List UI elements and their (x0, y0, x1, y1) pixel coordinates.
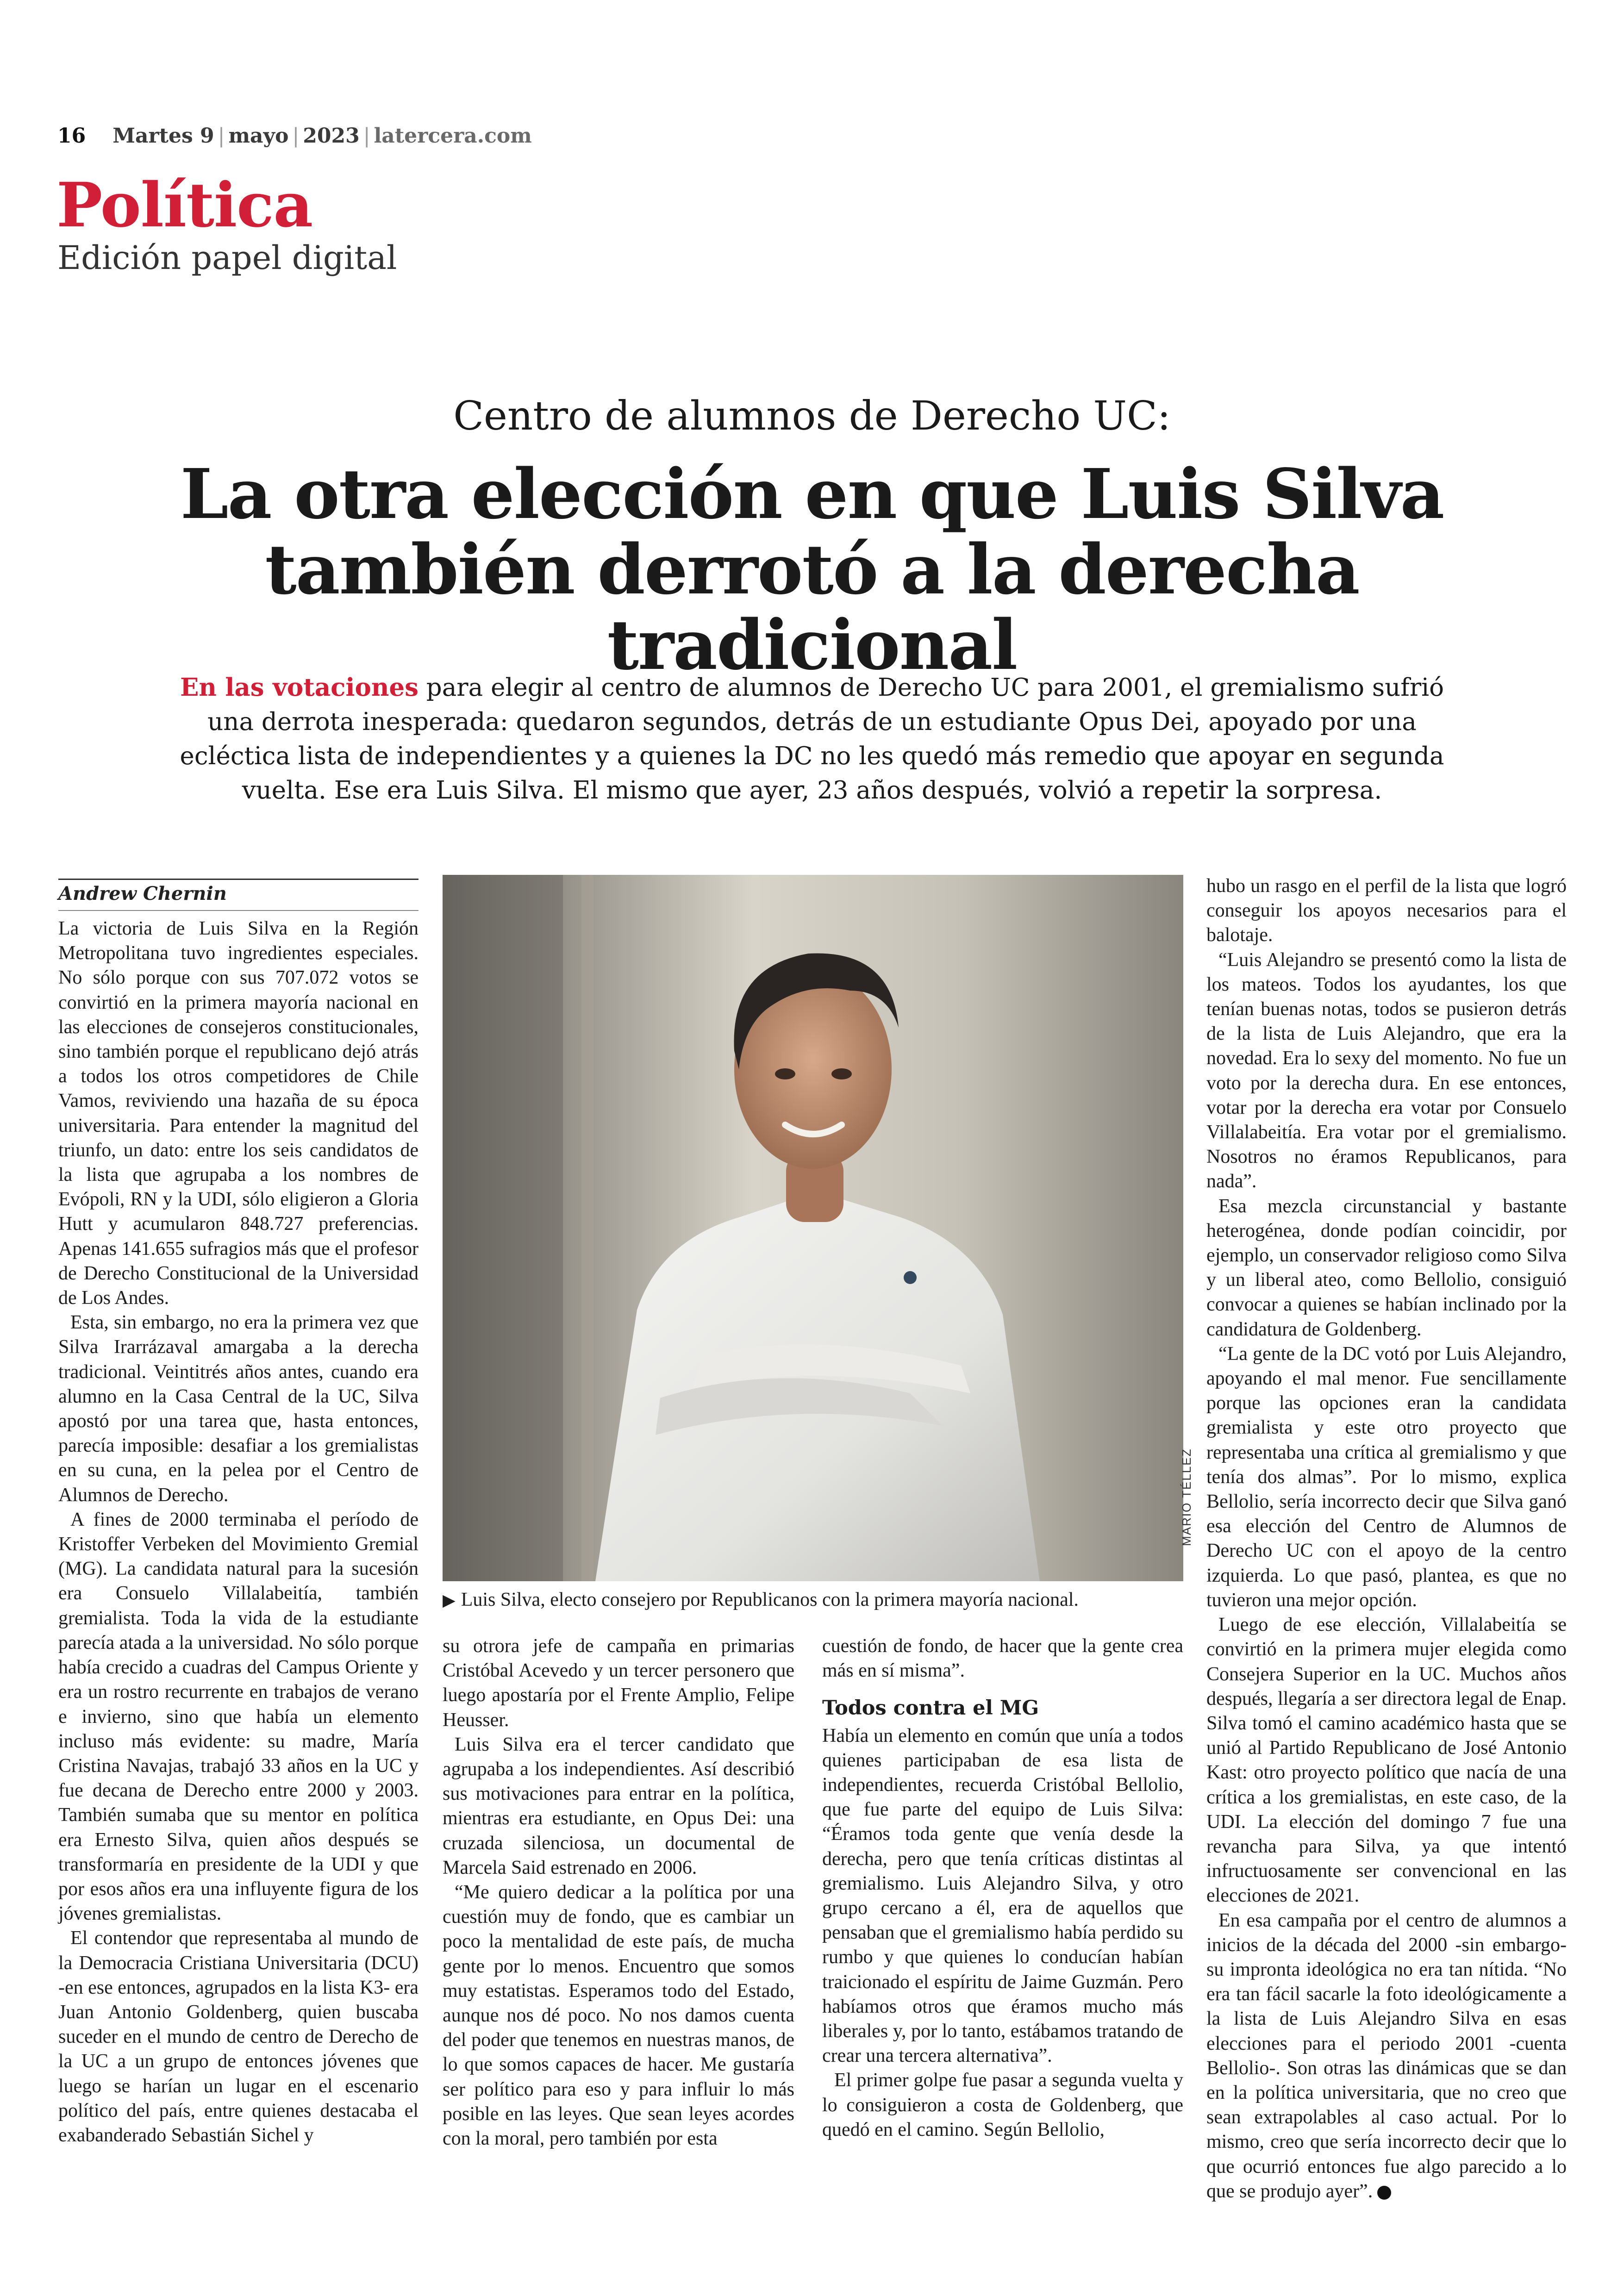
paragraph: “Me quiero dedicar a la política por una cuestión muy de fondo, que es cambiar un poco la mentalidad de este país, de mucha gente por lo menos. Encuentro que somos muy estatistas. Esperamos todo del Estado, aunque nos dé poco. No nos damos cuenta del poder que tenemos en nuestras manos, de lo que somos capaces de hacer. Me gustaría ser político para eso y para influir lo más posible en las leyes. Que sean leyes acordes con la moral, pero también por esta (443, 1882, 794, 2150)
lead-accent: En las votaciones (180, 673, 418, 702)
photo-caption (443, 1589, 1183, 1611)
article-kicker: Centro de alumnos de Derecho UC: (453, 393, 1171, 439)
final-paragraph-text: En esa campaña por el centro de alumnos a inicios de la década del 2000 -sin embargo- su impronta ideológica no era tan nítida. “No era tan fácil sacarle la foto ideológicamente a la lista de Luis Alejandro Silva en esas elecciones para el periodo 2001 -cuenta Bellolio-. Son otras las dinámicas que se dan en la política universitaria, que no creo que sean extrapolables al caso actual. Por lo mismo, creo que sería incorrecto decir que lo que ocurrió entonces fue algo parecido a lo que se produjo ayer”. (1206, 1909, 1567, 2202)
author-byline: Andrew Chernin (58, 879, 418, 911)
paragraph: hubo un rasgo en el perfil de la lista que logró conseguir los apoyos necesarios para el balotaje. (1206, 875, 1567, 946)
paragraph: cuestión de fondo, de hacer que la gente crea más en sí misma”. (822, 1635, 1183, 1682)
site-link[interactable]: latercera.com (374, 124, 532, 148)
paragraph: Luego de ese elección, Villalabeitía se convirtió en la primera mujer elegida como Consejera Superior en la UC. Muchos años después, llegaría a ser directora legal de Enap. Silva tomó el camino académico hasta que se unió al Partido Republicano de José Antonio Kast: otro proyecto político que nacía de una crítica a los gremialistas, en este caso, de la UDI. La elección del domingo 7 fue una revancha para Silva, ya que intentó infructuosamente ser convencional en las elecciones de 2021. (1206, 1614, 1567, 1907)
end-of-article-icon (1377, 2186, 1391, 2200)
paragraph: Esta, sin embargo, no era la primera vez que Silva Irarrázaval amargaba a la derecha tradicional. Veintitrés años antes, cuando era alumno en la Casa Central de la UC, Silva apostó por una tarea que, hasta entonces, parecía imposible: desafiar a los gremialistas en su cuna, en la pelea por el Centro de Alumnos de Derecho. (58, 1312, 418, 1506)
paragraph: El contendor que representaba al mundo de la Democracia Cristiana Universitaria (DCU) -en ese entonces, agrupados en la lista K3- era Juan Antonio Goldenberg, quien buscaba suceder en el mundo de centro de Derecho de la UC a un grupo de entonces jóvenes que luego se harían un lugar en el escenario político del país, entre quienes destacaba el exabanderado Sebastián Sichel y (58, 1927, 418, 2146)
lead-text: para elegir al centro de alumnos de Derecho UC para 2001, el gremialismo sufrió una derrota inesperada: quedaron segundos, detrás de un estudiante Opus Dei, apoyado por una ecléctica lista de independientes y a quienes la DC no les quedó más remedio que apoyar en segunda vuelta. Ese era Luis Silva. El mismo que ayer, 23 años después, volvió a repetir la sorpresa. (180, 674, 1444, 804)
headline-line-1: La otra elección en que Luis Silva (180, 454, 1444, 534)
edition-label: Edición papel digital (57, 239, 397, 277)
article-column-3 (822, 1634, 1183, 2142)
paragraph: A fines de 2000 terminaba el período de Kristoffer Verbeken del Movimiento Gremial (MG). La candidata natural para la sucesión era Consuelo Villalabeitía, también gremialista. Toda la vida de la estudiante parecía atada a la universidad. No sólo porque había crecido a cuadras del Campus Oriente y era un rostro recurrente en trabajos de verano e invierno, sino que había un elemento incluso más evidente: su madre, María Cristina Navajas, trabajó 33 años en la UC y fue decana de Derecho entre 2000 y 2003. También sumaba que su mentor en política era Ernesto Silva, quien años después se transformaría en presidente de la UDI y que por esos años era una influyente figura de los jóvenes gremialistas. (58, 1509, 418, 1925)
separator: | (363, 124, 370, 148)
portrait-photo (443, 875, 1183, 1581)
paragraph: El primer golpe fue pasar a segunda vuelta y lo consiguieron a costa de Goldenberg, que quedó en el camino. Según Bellolio, (822, 2070, 1183, 2140)
article-column-4 (1206, 874, 1567, 2204)
masthead (57, 124, 532, 148)
date-month: mayo (228, 124, 289, 148)
paragraph: “Luis Alejandro se presentó como la lista de los mateos. Todos los ayudantes, los que tenían buenas notas, todos se pusieron detrás de la lista de Luis Alejandro, que era la novedad. Era lo sexy del momento. No fue un voto por la derecha dura. En ese entonces, votar por la derecha era votar por Consuelo Villalabeitía. Era votar por el gremialismo. Nosotros no éramos Republicanos, para nada”. (1206, 949, 1567, 1192)
date-year: 2023 (303, 124, 360, 148)
article-headline (69, 454, 1555, 685)
article-column-2 (443, 1634, 794, 2151)
paragraph: Esa mezcla circunstancial y bastante heterogénea, donde podían coincidir, por ejemplo, un conservador religioso como Silva y un liberal ateo, como Bellolio, consiguió convocar a quienes se habían inclinado por la candidatura de Goldenberg. (1206, 1195, 1567, 1340)
paragraph (1206, 1908, 1567, 2204)
paragraph: Había un elemento en común que unía a todos quienes participaban de esa lista de independientes, recuerda Cristóbal Bellolio, que fue parte del equipo de Luis Silva: “Éramos toda gente que venía desde la derecha, pero que tenía críticas distintas al gremialismo. Luis Alejandro Silva, y otro grupo cercano a él, era de aquellos que pensaban que el gremialismo había perdido su rumbo y que quienes lo conducían habían traicionado el espíritu de Jaime Guzmán. Pero habíamos otros que éramos mucho más liberales y, por lo tanto, estábamos tratando de crear una tercera alternativa”. (822, 1725, 1183, 2067)
separator: | (218, 124, 225, 148)
paragraph: La victoria de Luis Silva en la Región Metropolitana tuvo ingredientes especiales. No sólo porque con sus 707.072 votos se convirtió en la primera mayoría nacional en las elecciones de consejeros constitucionales, sino también porque el republicano dejó atrás a todos los otros competidores de Chile Vamos, reviviendo una hazaña de su época universitaria. Para entender la magnitud del triunfo, un dato: entre los seis candidatos de la lista que agrupaba a los nombres de Evópoli, RN y la UDI, sólo eligieron a Gloria Hutt y acumularon 848.727 preferencias. Apenas 141.655 sufragios más que el profesor de Derecho Constitucional de la Universidad de Los Andes. (58, 918, 418, 1309)
photo-credit: MARIO TÉLLEZ (1180, 1448, 1193, 1546)
headline-line-2: también derrotó a la derecha tradicional (265, 529, 1359, 685)
article-lead (176, 670, 1448, 808)
article-column-1 (58, 917, 418, 2148)
caption-arrow-icon: ▶ (443, 1591, 456, 1609)
portrait-illustration (443, 875, 1183, 1581)
caption-text: Luis Silva, electo consejero por Republicanos con la primera mayoría nacional. (461, 1589, 1079, 1610)
subheading: Todos contra el MG (822, 1696, 1039, 1720)
section-title: Política (56, 169, 313, 241)
paragraph: “La gente de la DC votó por Luis Alejandro, apoyando el mal menor. Fue sencillamente porque las opciones eran la candidata gremialista y este otro proyecto que representaba una crítica al gremialismo y que tenía dos almas”. Por lo mismo, explica Bellolio, sería incorrecto decir que Silva ganó esa elección del Centro de Alumnos de Derecho UC con el apoyo de la centro izquierda. Lo que pasó, plantea, es que no tuvieron una mejor opción. (1206, 1343, 1567, 1611)
date-day: Martes 9 (112, 124, 214, 148)
paragraph: Luis Silva era el tercer candidato que agrupaba a los independientes. Así describió sus motivaciones para entrar en la política, mientras era estudiante, en Opus Dei: una cruzada silenciosa, un documental de Marcela Said estrenado en 2006. (443, 1734, 794, 1878)
page-number: 16 (57, 124, 86, 148)
paragraph: su otrora jefe de campaña en primarias Cristóbal Acevedo y un tercer personero que luego apostaría por el Frente Amplio, Felipe Heusser. (443, 1635, 794, 1731)
separator: | (292, 124, 300, 148)
